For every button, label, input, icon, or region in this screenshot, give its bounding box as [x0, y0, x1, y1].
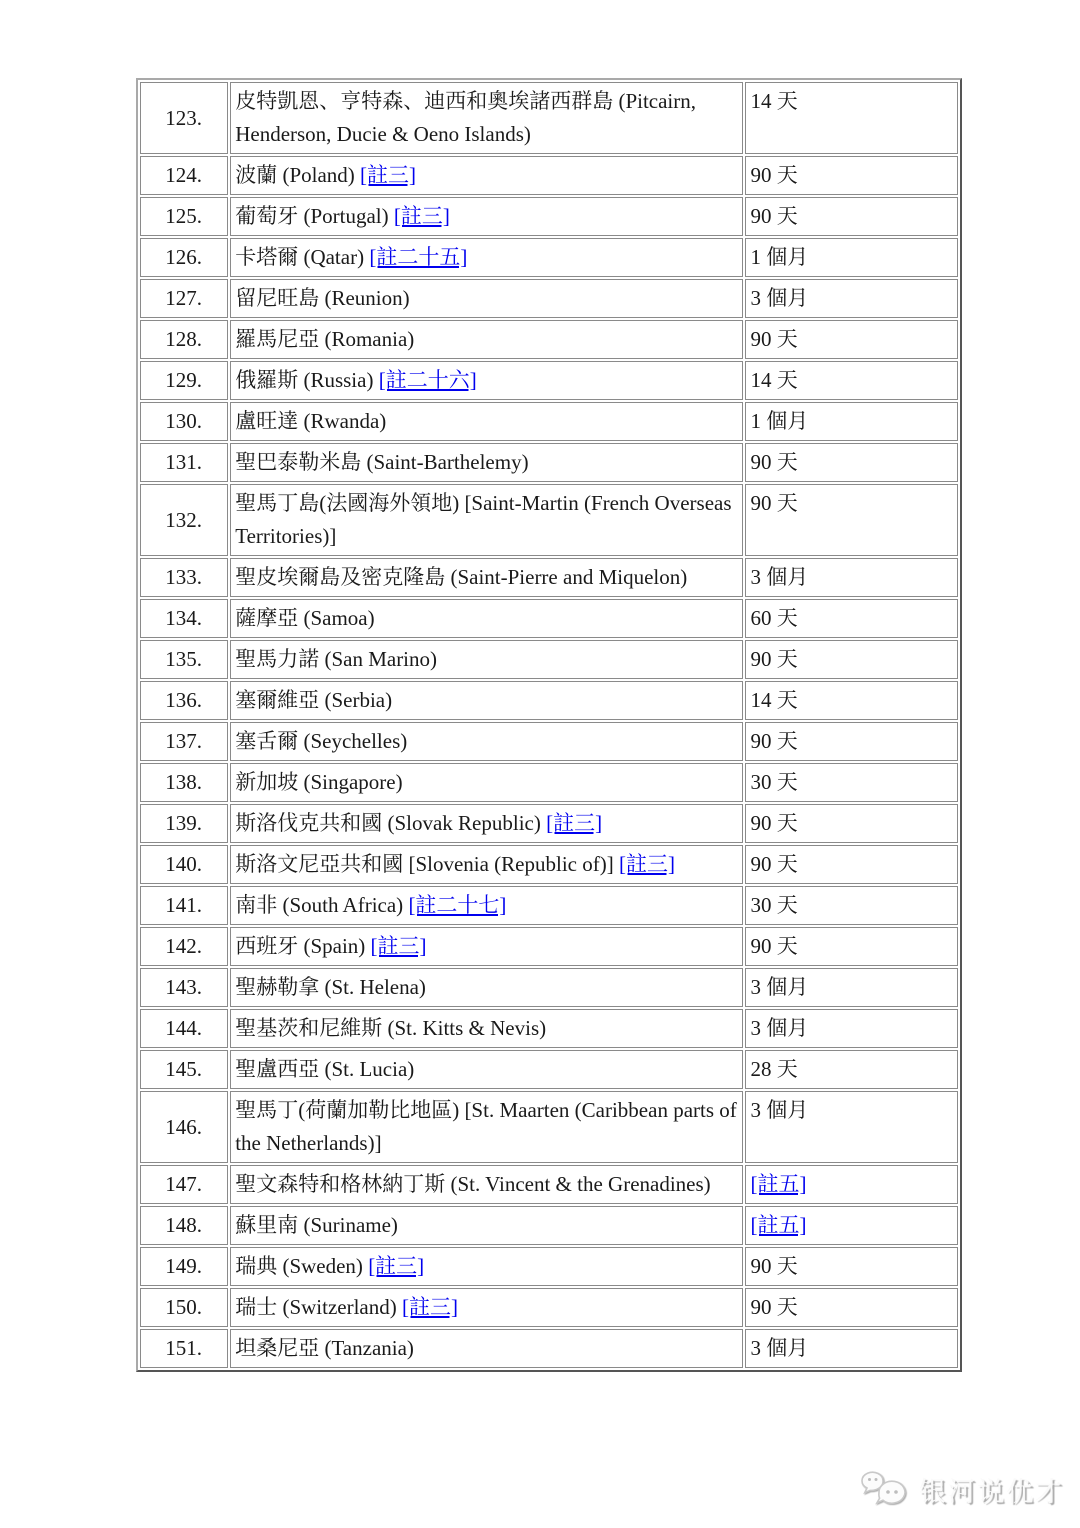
note-link[interactable]: [註三] [546, 811, 603, 835]
duration-cell [745, 1206, 958, 1245]
country-cell [230, 1247, 743, 1286]
duration-cell [745, 197, 958, 236]
duration-text: 14 天 [750, 688, 798, 712]
duration-cell [745, 599, 958, 638]
table-row [140, 197, 958, 236]
row-number-cell [140, 156, 228, 195]
row-number-cell [140, 279, 228, 318]
row-number: 142. [165, 934, 202, 958]
row-number-cell [140, 968, 228, 1007]
row-number-cell [140, 443, 228, 482]
table-row [140, 558, 958, 597]
table-row [140, 681, 958, 720]
country-name: 瑞士 (Switzerland) [235, 1295, 397, 1319]
duration-cell [745, 968, 958, 1007]
note-link[interactable]: [註三] [393, 204, 450, 228]
country-cell [230, 279, 743, 318]
country-cell [230, 722, 743, 761]
watermark-text: 银河说优才 [919, 1477, 1064, 1507]
table-row [140, 1009, 958, 1048]
row-number-cell [140, 640, 228, 679]
country-cell [230, 845, 743, 884]
table-row [140, 361, 958, 400]
country-name: 瑞典 (Sweden) [235, 1254, 363, 1278]
row-number-cell [140, 1247, 228, 1286]
table-row [140, 1050, 958, 1089]
duration-text: 3 個月 [750, 1016, 809, 1040]
country-cell [230, 763, 743, 802]
row-number: 125. [165, 204, 202, 228]
country-name: 聖馬力諾 (San Marino) [235, 647, 438, 671]
duration-cell [745, 443, 958, 482]
duration-cell [745, 1050, 958, 1089]
country-cell [230, 238, 743, 277]
duration-text: 14 天 [750, 368, 798, 392]
row-number-cell [140, 402, 228, 441]
row-number: 138. [165, 770, 202, 794]
note-link[interactable]: [註三] [368, 1254, 425, 1278]
watermark [861, 1470, 1064, 1509]
note-link[interactable]: [註三] [402, 1295, 458, 1319]
row-number-cell [140, 599, 228, 638]
row-number-cell [140, 1050, 228, 1089]
duration-cell [745, 722, 958, 761]
duration-text: 3 個月 [750, 565, 809, 589]
table-row [140, 927, 958, 966]
duration-cell [745, 681, 958, 720]
duration-text: 90 天 [750, 647, 798, 671]
duration-cell [745, 763, 958, 802]
duration-cell [745, 156, 958, 195]
row-number-cell [140, 804, 228, 843]
country-name: 卡塔爾 (Qatar) [235, 245, 365, 269]
row-number: 132. [165, 507, 202, 532]
duration-cell [745, 1329, 958, 1368]
table-row [140, 722, 958, 761]
table-row [140, 238, 958, 277]
note-link[interactable]: [註二十七] [408, 893, 507, 917]
country-cell [230, 640, 743, 679]
country-cell [230, 197, 743, 236]
duration-text: 90 天 [750, 327, 798, 351]
row-number: 140. [165, 852, 202, 876]
country-name: 聖基茨和尼維斯 (St. Kitts & Nevis) [235, 1016, 547, 1040]
country-cell [230, 443, 743, 482]
table-row [140, 1329, 958, 1368]
table-row [140, 156, 958, 195]
duration-cell [745, 484, 958, 556]
row-number: 124. [165, 163, 202, 187]
row-number-cell [140, 1009, 228, 1048]
table-row [140, 320, 958, 359]
duration-text: 90 天 [750, 852, 798, 876]
country-name: 波蘭 (Poland) [235, 163, 355, 187]
duration-text: 90 天 [750, 1254, 798, 1278]
duration-cell [745, 640, 958, 679]
duration-text: 1 個月 [750, 245, 809, 269]
table-row [140, 279, 958, 318]
country-name: 西班牙 (Spain) [235, 934, 366, 958]
row-number-cell [140, 320, 228, 359]
row-number: 129. [165, 368, 202, 392]
row-number-cell [140, 845, 228, 884]
table-row [140, 484, 958, 556]
country-cell [230, 1288, 743, 1327]
duration-cell [745, 1009, 958, 1048]
table-row [140, 1206, 958, 1245]
duration-text: 90 天 [750, 1295, 798, 1319]
country-name: 皮特凱恩、亨特森、迪西和奧埃諸西群島 (Pitcairn, Henderson, Ducie & Oeno Islands) [235, 89, 697, 146]
row-number-cell [140, 1091, 228, 1163]
duration-text: 90 天 [750, 729, 798, 753]
duration-cell [745, 361, 958, 400]
country-name: 聖皮埃爾島及密克隆島 (Saint-Pierre and Miquelon) [235, 565, 688, 589]
duration-text: 90 天 [750, 204, 798, 228]
note-link[interactable]: [註三] [618, 852, 675, 876]
row-number-cell [140, 558, 228, 597]
country-name: 塞爾維亞 (Serbia) [235, 688, 393, 712]
duration-cell [745, 804, 958, 843]
country-cell [230, 156, 743, 195]
table-row [140, 402, 958, 441]
country-name: 俄羅斯 (Russia) [235, 368, 374, 392]
country-name: 薩摩亞 (Samoa) [235, 606, 375, 630]
row-number: 139. [165, 811, 202, 835]
row-number-cell [140, 722, 228, 761]
table-row [140, 599, 958, 638]
country-cell [230, 968, 743, 1007]
country-name: 留尼旺島 (Reunion) [235, 286, 410, 310]
row-number-cell [140, 681, 228, 720]
country-cell [230, 804, 743, 843]
country-name: 坦桑尼亞 (Tanzania) [235, 1336, 414, 1360]
table-row [140, 82, 958, 154]
duration-text: 30 天 [750, 770, 798, 794]
country-cell [230, 1050, 743, 1089]
row-number-cell [140, 361, 228, 400]
country-name: 聖盧西亞 (St. Lucia) [235, 1057, 415, 1081]
wechat-icon [861, 1471, 911, 1509]
row-number: 126. [165, 245, 202, 269]
country-cell [230, 681, 743, 720]
country-name: 葡萄牙 (Portugal) [235, 204, 389, 228]
country-name: 聖馬丁(荷蘭加勒比地區) [St. Maarten (Caribbean parts of the Netherlands)] [235, 1098, 737, 1155]
duration-cell [745, 886, 958, 925]
duration-cell [745, 402, 958, 441]
row-number-cell [140, 1206, 228, 1245]
duration-cell [745, 1091, 958, 1163]
duration-text: 3 個月 [750, 286, 809, 310]
row-number: 145. [165, 1057, 202, 1081]
table-row [140, 1165, 958, 1204]
duration-text: 1 個月 [750, 409, 809, 433]
row-number: 150. [165, 1295, 202, 1319]
country-name: 羅馬尼亞 (Romania) [235, 327, 415, 351]
row-number: 149. [165, 1254, 202, 1278]
duration-cell [745, 1165, 958, 1204]
country-name: 蘇里南 (Suriname) [235, 1213, 398, 1237]
country-cell [230, 484, 743, 556]
country-cell [230, 402, 743, 441]
row-number: 131. [165, 450, 202, 474]
row-number: 128. [165, 327, 202, 351]
table-row [140, 640, 958, 679]
duration-text: 14 天 [750, 89, 798, 113]
row-number-cell [140, 197, 228, 236]
table-row [140, 804, 958, 843]
country-cell [230, 927, 743, 966]
duration-text: 60 天 [750, 606, 798, 630]
country-cell [230, 320, 743, 359]
row-number: 133. [165, 565, 202, 589]
table-row [140, 1091, 958, 1163]
table-row [140, 1247, 958, 1286]
note-link[interactable]: [註三] [360, 163, 417, 187]
duration-cell [745, 558, 958, 597]
country-cell [230, 1165, 743, 1204]
row-number: 130. [165, 409, 202, 433]
row-number-cell [140, 1165, 228, 1204]
country-name: 塞舌爾 (Seychelles) [235, 729, 408, 753]
duration-cell [745, 927, 958, 966]
table-row [140, 886, 958, 925]
row-number: 136. [165, 688, 202, 712]
duration-text: 90 天 [750, 491, 798, 515]
country-cell [230, 1091, 743, 1163]
country-name: 南非 (South Africa) [235, 893, 404, 917]
row-number: 127. [165, 286, 202, 310]
duration-cell [745, 82, 958, 154]
duration-text: 90 天 [750, 450, 798, 474]
duration-note-link[interactable]: [註五] [750, 1213, 807, 1237]
country-name: 聖赫勒拿 (St. Helena) [235, 975, 426, 999]
country-cell [230, 558, 743, 597]
duration-text: 30 天 [750, 893, 798, 917]
country-cell [230, 1329, 743, 1368]
duration-cell [745, 238, 958, 277]
note-link[interactable]: [註二十六] [378, 368, 477, 392]
row-number: 147. [165, 1172, 202, 1196]
duration-text: 3 個月 [750, 975, 809, 999]
country-name: 斯洛文尼亞共和國 [Slovenia (Republic of)] [235, 852, 614, 876]
row-number-cell [140, 1329, 228, 1368]
row-number-cell [140, 484, 228, 556]
duration-cell [745, 1247, 958, 1286]
country-name: 新加坡 (Singapore) [235, 770, 403, 794]
table-row [140, 845, 958, 884]
row-number: 144. [165, 1016, 202, 1040]
duration-text: 90 天 [750, 934, 798, 958]
country-cell [230, 82, 743, 154]
duration-text: 90 天 [750, 163, 798, 187]
note-link[interactable]: [註二十五] [369, 245, 468, 269]
row-number-cell [140, 927, 228, 966]
visa-table-body [140, 82, 958, 1368]
row-number-cell [140, 886, 228, 925]
country-cell [230, 1206, 743, 1245]
country-cell [230, 886, 743, 925]
visa-free-table [136, 78, 962, 1372]
country-name: 聖文森特和格林納丁斯 (St. Vincent & the Grenadines) [235, 1172, 711, 1196]
duration-text: 28 天 [750, 1057, 798, 1081]
row-number: 123. [165, 105, 202, 130]
duration-note-link[interactable]: [註五] [750, 1172, 807, 1196]
table-row [140, 1288, 958, 1327]
table-row [140, 763, 958, 802]
row-number-cell [140, 1288, 228, 1327]
row-number: 146. [165, 1114, 202, 1139]
row-number: 148. [165, 1213, 202, 1237]
row-number: 151. [165, 1336, 202, 1360]
row-number: 135. [165, 647, 202, 671]
duration-cell [745, 279, 958, 318]
table-row [140, 443, 958, 482]
country-name: 盧旺達 (Rwanda) [235, 409, 387, 433]
country-name: 斯洛伐克共和國 (Slovak Republic) [235, 811, 541, 835]
note-link[interactable]: [註三] [370, 934, 427, 958]
duration-cell [745, 1288, 958, 1327]
country-cell [230, 599, 743, 638]
row-number: 141. [165, 893, 202, 917]
duration-text: 90 天 [750, 811, 798, 835]
row-number-cell [140, 82, 228, 154]
duration-text: 3 個月 [750, 1336, 809, 1360]
country-cell [230, 1009, 743, 1048]
row-number-cell [140, 238, 228, 277]
row-number: 134. [165, 606, 202, 630]
duration-cell [745, 845, 958, 884]
row-number: 143. [165, 975, 202, 999]
country-name: 聖馬丁島(法國海外領地) [Saint-Martin (French Overseas Territories)] [235, 491, 732, 548]
country-name: 聖巴泰勒米島 (Saint-Barthelemy) [235, 450, 529, 474]
table-row [140, 968, 958, 1007]
country-cell [230, 361, 743, 400]
duration-text: 3 個月 [750, 1098, 809, 1122]
duration-cell [745, 320, 958, 359]
row-number: 137. [165, 729, 202, 753]
row-number-cell [140, 763, 228, 802]
